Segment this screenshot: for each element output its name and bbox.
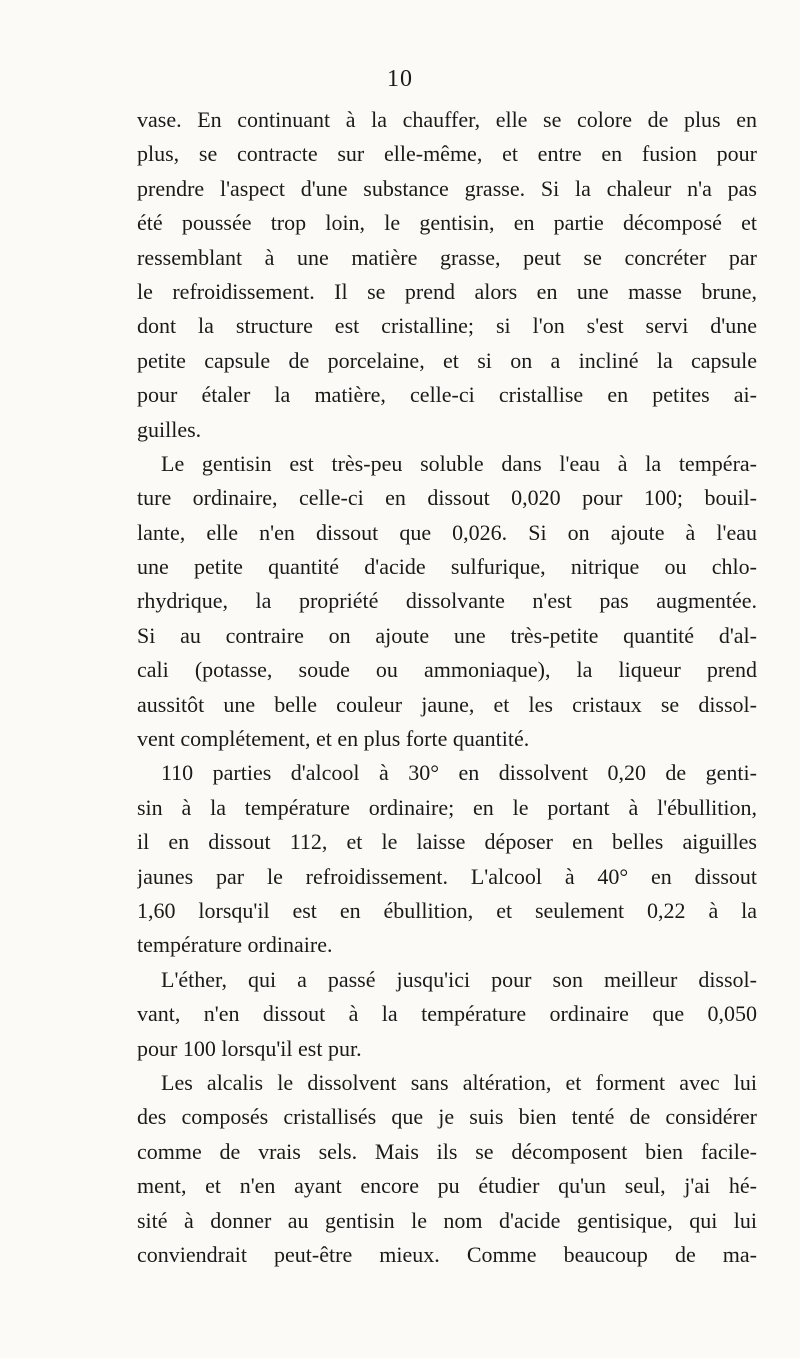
text-line: dont la structure est cristalline; si l'on s'est servi d'une [137,313,757,339]
text-line: ment, et n'en ayant encore pu étudier qu'un seul, j'ai hé- [137,1173,757,1199]
text-line: cali (potasse, soude ou ammoniaque), la liqueur prend [137,657,757,683]
text-line: vase. En continuant à la chauffer, elle se colore de plus en [137,107,757,132]
text-line: prendre l'aspect d'une substance grasse. Si la chaleur n'a pas [137,175,757,201]
body-text [137,103,757,1272]
text-line: aussitôt une belle couleur jaune, et les cristaux se dissol- [137,691,757,717]
text-line: pour étaler la matière, celle-ci cristallise en petites ai- [137,382,757,408]
text-line: petite capsule de porcelaine, et si on a incliné la capsule [137,347,757,373]
text-line: une petite quantité d'acide sulfurique, nitrique ou chlo- [137,554,757,580]
text-line: lante, elle n'en dissout que 0,026. Si on ajoute à l'eau [137,519,757,545]
text-line: le refroidissement. Il se prend alors en une masse brune, [137,278,757,304]
text-line: été poussée trop loin, le gentisin, en partie décomposé et [137,210,757,236]
text-line: jaunes par le refroidissement. L'alcool à 40° en dissout [137,863,757,889]
text-line: vant, n'en dissout à la température ordinaire que 0,050 [137,1001,757,1027]
text-line: température ordinaire. [137,932,333,958]
page-number: 10 [387,66,413,92]
text-line: vent complétement, et en plus forte quantité. [137,726,530,752]
text-line: plus, se contracte sur elle-même, et entre en fusion pour [137,141,757,167]
text-line: il en dissout 112, et le laisse déposer en belles aiguilles [137,829,757,855]
text-line: guilles. [137,416,202,442]
text-line: ressemblant à une matière grasse, peut se concréter par [137,244,757,270]
text-line: sin à la température ordinaire; en le portant à l'ébullition, [137,794,757,820]
text-line: sité à donner au gentisin le nom d'acide gentisique, qui lui [137,1207,757,1233]
text-line: ture ordinaire, celle-ci en dissout 0,020 pour 100; bouil- [137,485,757,511]
text-line: comme de vrais sels. Mais ils se décomposent bien facile- [137,1138,757,1164]
text-line: Les alcalis le dissolvent sans altération, et forment avec lui [161,1069,757,1095]
text-line: 1,60 lorsqu'il est en ébullition, et seulement 0,22 à la [137,897,757,923]
text-line: conviendrait peut-être mieux. Comme beaucoup de ma- [137,1241,757,1267]
text-line: des composés cristallisés que je suis bien tenté de considérer [137,1104,757,1130]
text-line: 110 parties d'alcool à 30° en dissolvent 0,20 de genti- [161,760,757,786]
text-line: rhydrique, la propriété dissolvante n'est pas augmentée. [137,588,757,614]
text-line: pour 100 lorsqu'il est pur. [137,1035,362,1061]
text-line: Si au contraire on ajoute une très-petite quantité d'al- [137,622,757,648]
text-line: Le gentisin est très-peu soluble dans l'eau à la tempéra- [161,450,757,476]
text-line: L'éther, qui a passé jusqu'ici pour son meilleur dissol- [161,966,757,992]
